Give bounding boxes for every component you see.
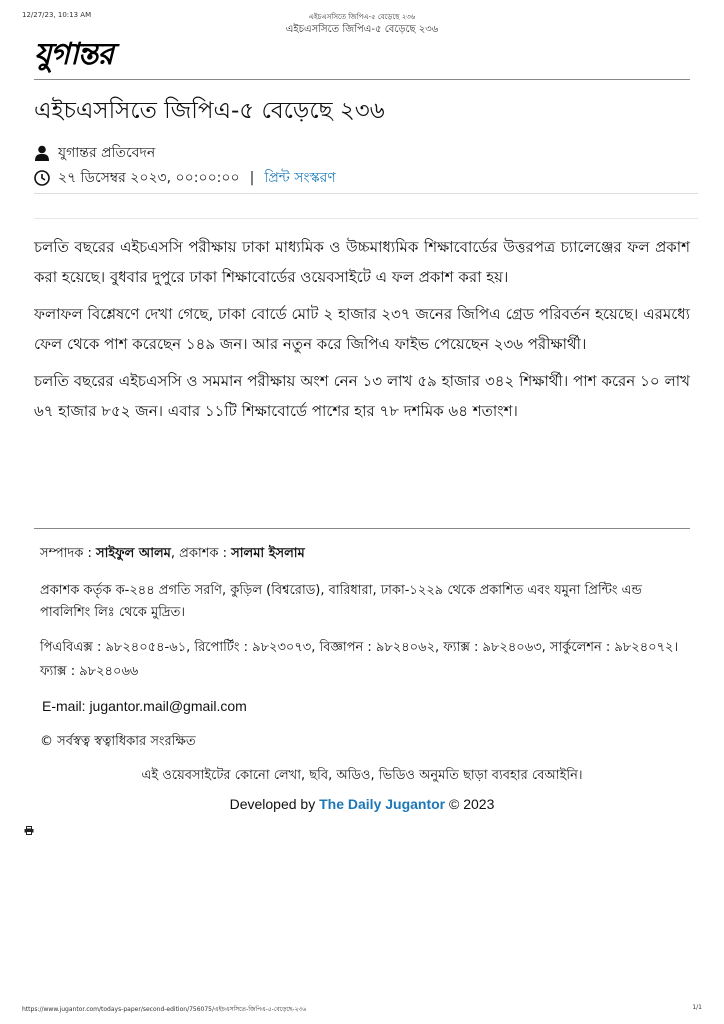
meta-divider [34,193,698,194]
footer-copyright: © সর্বস্বত্ব স্বত্বাধিকার সংরক্ষিত [40,734,196,749]
article-paragraph: চলতি বছরের এইচএসসি ও সমমান পরীক্ষায় অংশ নেন ১৩ লাখ ৫৯ হাজার ৩৪২ শিক্ষার্থী। পাশ করেন ১০ লাখ ৬৭ হাজার ৮৫২ জন। এবার ১১টি শিক্ষাবোর্ডে পাশের হার ৭৮ দশমিক ৬৪ শতাংশ। [34,372,690,420]
developed-suffix: © 2023 [445,796,495,812]
print-footer-page: 1/1 [692,1004,702,1011]
article-author-row [34,141,155,165]
editor-label: সম্পাদক : [40,546,96,561]
article-body [34,232,690,433]
footer-editor-line [40,544,305,565]
author-name: যুগান্তর প্রতিবেদন [58,145,156,161]
print-icon[interactable] [24,826,34,835]
developer-link[interactable]: The Daily Jugantor [319,796,446,812]
editor-name: সাইফুল আলম [96,546,171,561]
article-date-row [34,166,336,190]
user-icon [34,145,50,161]
print-page-title: এইচএসসিতে জিপিএ-৫ বেড়েছে ২৩৬ [285,24,439,35]
article-paragraph: ফলাফল বিশ্লেষণে দেখা গেছে, ঢাকা বোর্ডে মোট ২ হাজার ২৩৭ জনের জিপিএ গ্রেড পরিবর্তন হয়েছে। এরমধ্যে ফেল থেকে পাশ করেছেন ১৪৯ জন। আর নতুন করে জিপিএ ফাইভ পেয়েছেন ২৩৬ পরীক্ষার্থী। [34,305,690,353]
footer-divider [34,528,690,529]
header-divider [34,79,690,80]
print-footer-url: https://www.jugantor.com/todays-paper/second-edition/756075/এইচএসসিতে-জিপিএ-৫-বেড়েছে-২৩৬ [22,1006,307,1013]
publisher-name: সালমা ইসলাম [231,546,305,561]
meta-separator: | [249,170,255,186]
footer-developed-by [40,796,684,812]
jugantor-logo[interactable]: যুগান্তর [34,36,113,72]
footer-notice: এই ওয়েবসাইটের কোনো লেখা, ছবি, অডিও, ভিডিও অনুমতি ছাড়া ব্যবহার বেআইনি। [141,768,583,783]
article-headline: এইচএসসিতে জিপিএ-৫ বেড়েছে ২৩৬ [34,98,385,124]
footer-email[interactable]: E-mail: jugantor.mail@gmail.com [42,698,247,714]
print-datetime: 12/27/23, 10:13 AM [22,11,92,19]
meta-divider-lower [34,218,698,219]
article-paragraph: চলতি বছরের এইচএসসি পরীক্ষায় ঢাকা মাধ্যমিক ও উচ্চমাধ্যমিক শিক্ষাবোর্ডের উত্তরপত্র চ্যালেঞ্জের ফল প্রকাশ করা হয়েছে। বুধবার দুপুরে ঢাকা শিক্ষাবোর্ডের ওয়েবসাইটে এ ফল প্রকাশ করা হয়। [34,238,690,286]
clock-icon [34,170,50,186]
developed-prefix: Developed by [229,796,320,812]
article-date: ২৭ ডিসেম্বর ২০২৩, ০০:০০:০০ [58,170,240,186]
print-tab-title: এইচএসসিতে জিপিএ-৫ বেড়েছে ২৩৬ [308,13,416,21]
publisher-label: , প্রকাশক : [170,546,232,561]
footer-address: প্রকাশক কর্তৃক ক-২৪৪ প্রগতি সরণি, কুড়িল (বিশ্বরোড), বারিধারা, ঢাকা-১২২৯ থেকে প্রকাশিত এবং যমুনা প্রিন্টিং এন্ড পাবলিশিং লিঃ থেকে মুদ্রিত। [40,583,642,620]
print-edition-link[interactable]: প্রিন্ট সংস্করণ [264,170,336,186]
footer-phones: পিএবিএক্স : ৯৮২৪০৫৪-৬১, রিপোর্টিং : ৯৮২৩০৭৩, বিজ্ঞাপন : ৯৮২৪০৬২, ফ্যাক্স : ৯৮২৪০৬৩, সার্কুলেশন : ৯৮২৪০৭২। ফ্যাক্স : ৯৮২৪০৬৬ [40,640,679,679]
